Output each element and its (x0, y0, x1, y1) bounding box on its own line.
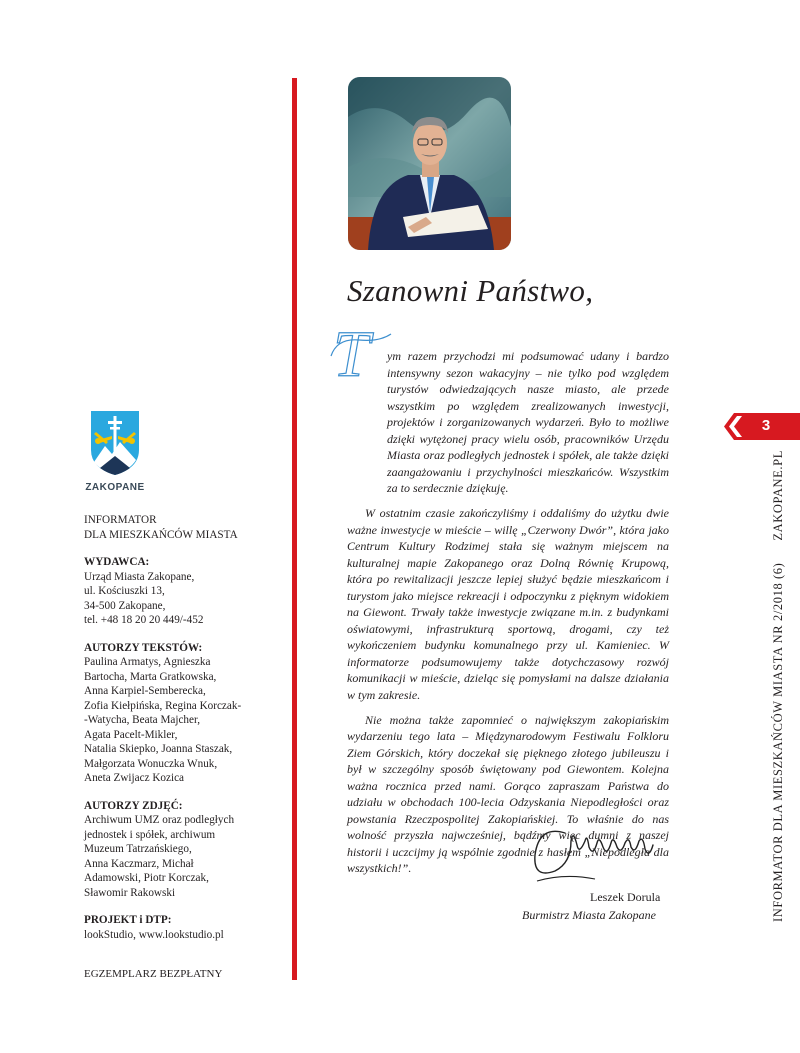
project-heading: PROJEKT i DTP: (84, 914, 172, 926)
authors-text-line: Paulina Armatys, Agnieszka (84, 656, 211, 668)
free-copy-note: EGZEMPLARZ BEZPŁATNY (84, 968, 223, 980)
letter-paragraph: W ostatnim czasie zakończyliśmy i oddaliśmy do użytku dwie ważne inwestycje w mieście – willę „Czerwony Dwór”, która jako Centrum Kultury Rodzimej stała się ważnym miejscem na kulturalnej mapie Zakopanego oraz Dolną Równię Krupową, która po rewitalizacji jeszcze lepiej służyć będzie mieszkańcom i turystom jako miejsce rekreacji i odpoczynku z pięknym widokiem na Giewont. Trwały także inwestycje związane m.in. z budynkami oświatowymi, infrastrukturą sportową, drogami, czy też wykończeniem budynku komunalnego przy ul. Kamieniec. W informatorze podsumowujemy także dotychczasowy rozwój komunikacji w mieście, dzieląc się pomysłami na dalsze działania w tym zakresie. (347, 506, 669, 702)
authors-text-line: Agata Pacelt-Mikler, (84, 728, 178, 741)
red-divider (292, 78, 297, 980)
publisher-line: Urząd Miasta Zakopane, (84, 570, 195, 583)
crest-label: ZAKOPANE (85, 482, 145, 493)
authors-text-line: Aneta Zwijacz Kozica (84, 772, 185, 784)
running-head (756, 322, 785, 922)
dropcap-t (329, 326, 393, 384)
masthead (84, 513, 274, 942)
authors-photos-line: Anna Kaczmarz, Michał (84, 857, 194, 870)
running-head-title: INFORMATOR DLA MIESZKAŃCÓW MIASTA NR 2/2018 (6) (771, 562, 785, 922)
greeting-heading: Szanowni Państwo, (347, 273, 594, 308)
authors-photos-line: Sławomir Rakowski (84, 886, 176, 899)
authors-photos-line: Adamowski, Piotr Korczak, (84, 872, 209, 884)
authors-text-line: Natalia Skiepko, Joanna Staszak, (84, 743, 233, 755)
authors-text-heading: AUTORZY TEKSTÓW: (84, 641, 203, 654)
authors-text-line: Małgorzata Wonuczka Wnuk, (84, 757, 218, 770)
authors-text-line: Anna Karpiel-Semberecka, (84, 685, 206, 697)
publisher-line: ul. Kościuszki 13, (84, 585, 165, 597)
authors-text-line: -Watycha, Beata Majcher, (84, 714, 201, 726)
publisher-heading: WYDAWCA: (84, 556, 150, 568)
project-line: lookStudio, www.lookstudio.pl (84, 928, 224, 941)
authors-text-line: Zofia Kiełpińska, Regina Korczak- (84, 699, 242, 712)
running-head-site: ZAKOPANE.PL (771, 450, 785, 541)
publication-line-2: DLA MIESZKAŃCÓW MIASTA (84, 528, 238, 541)
mayor-portrait-image (348, 77, 511, 250)
dropcap-letter: T (333, 326, 370, 384)
signer-name: Leszek Dorula (590, 890, 661, 904)
authors-photos-heading: AUTORZY ZDJĘĆ: (84, 799, 183, 812)
publisher-line: tel. +48 18 20 20 449/-452 (84, 614, 204, 626)
page-number: 3 (761, 417, 771, 434)
handwritten-signature (525, 815, 675, 890)
signer-title: Burmistrz Miasta Zakopane (522, 908, 657, 922)
publisher-line: 34-500 Zakopane, (84, 599, 166, 612)
letter-body (333, 326, 669, 885)
authors-photos-line: jednostek i spółek, archiwum (84, 828, 216, 841)
authors-photos-line: Archiwum UMZ oraz podległych (84, 814, 235, 826)
letter-paragraph: Nie można także zapomnieć o największym zakopiańskim wydarzeniu tego lata – Międzynarodowym Festiwalu Folkloru Ziem Górskich, który doczekał się pięknego złotego jubileuszu i był w szczególny sposób świętowany pod Giewontem. Kolejna ważna rocznica przed nami. Gorąco zapraszam Państwa do udziału w obchodach 100-lecia Odzyskania Niepodległości oraz powstania Rzeczpospolitej Zakopiańskiej. To właśnie do nas wolność przyszła najwcześniej, bądźmy więc dumni z naszej historii i uczcijmy ją wspólnie zgodnie z hasłem „Niepodległa dla wszystkich!”. (347, 712, 669, 875)
authors-photos-line: Muzeum Tatrzańskiego, (84, 843, 192, 855)
publication-line-1: INFORMATOR (84, 514, 157, 526)
coat-of-arms-icon (90, 410, 140, 476)
letter-paragraph: ym razem przychodzi mi podsumować udany i bardzo intensywny sezon wakacyjny – nie tylko pod względem turystów odwiedzających nasze miasto, ale przede wszystkim po względem zrealizowanych inwestycji, projektów i zorganizowanych wydarzeń. Było to możliwe dzięki wytężonej pracy wielu osób, pracowników Urzędu Miasta oraz podległych jednostek i spółek, ale także dzięki zaangażowaniu i przychylności mieszkańców. Wszystkim za to serdecznie dziękuję. (387, 349, 669, 495)
authors-text-line: Bartocha, Marta Gratkowska, (84, 670, 217, 683)
